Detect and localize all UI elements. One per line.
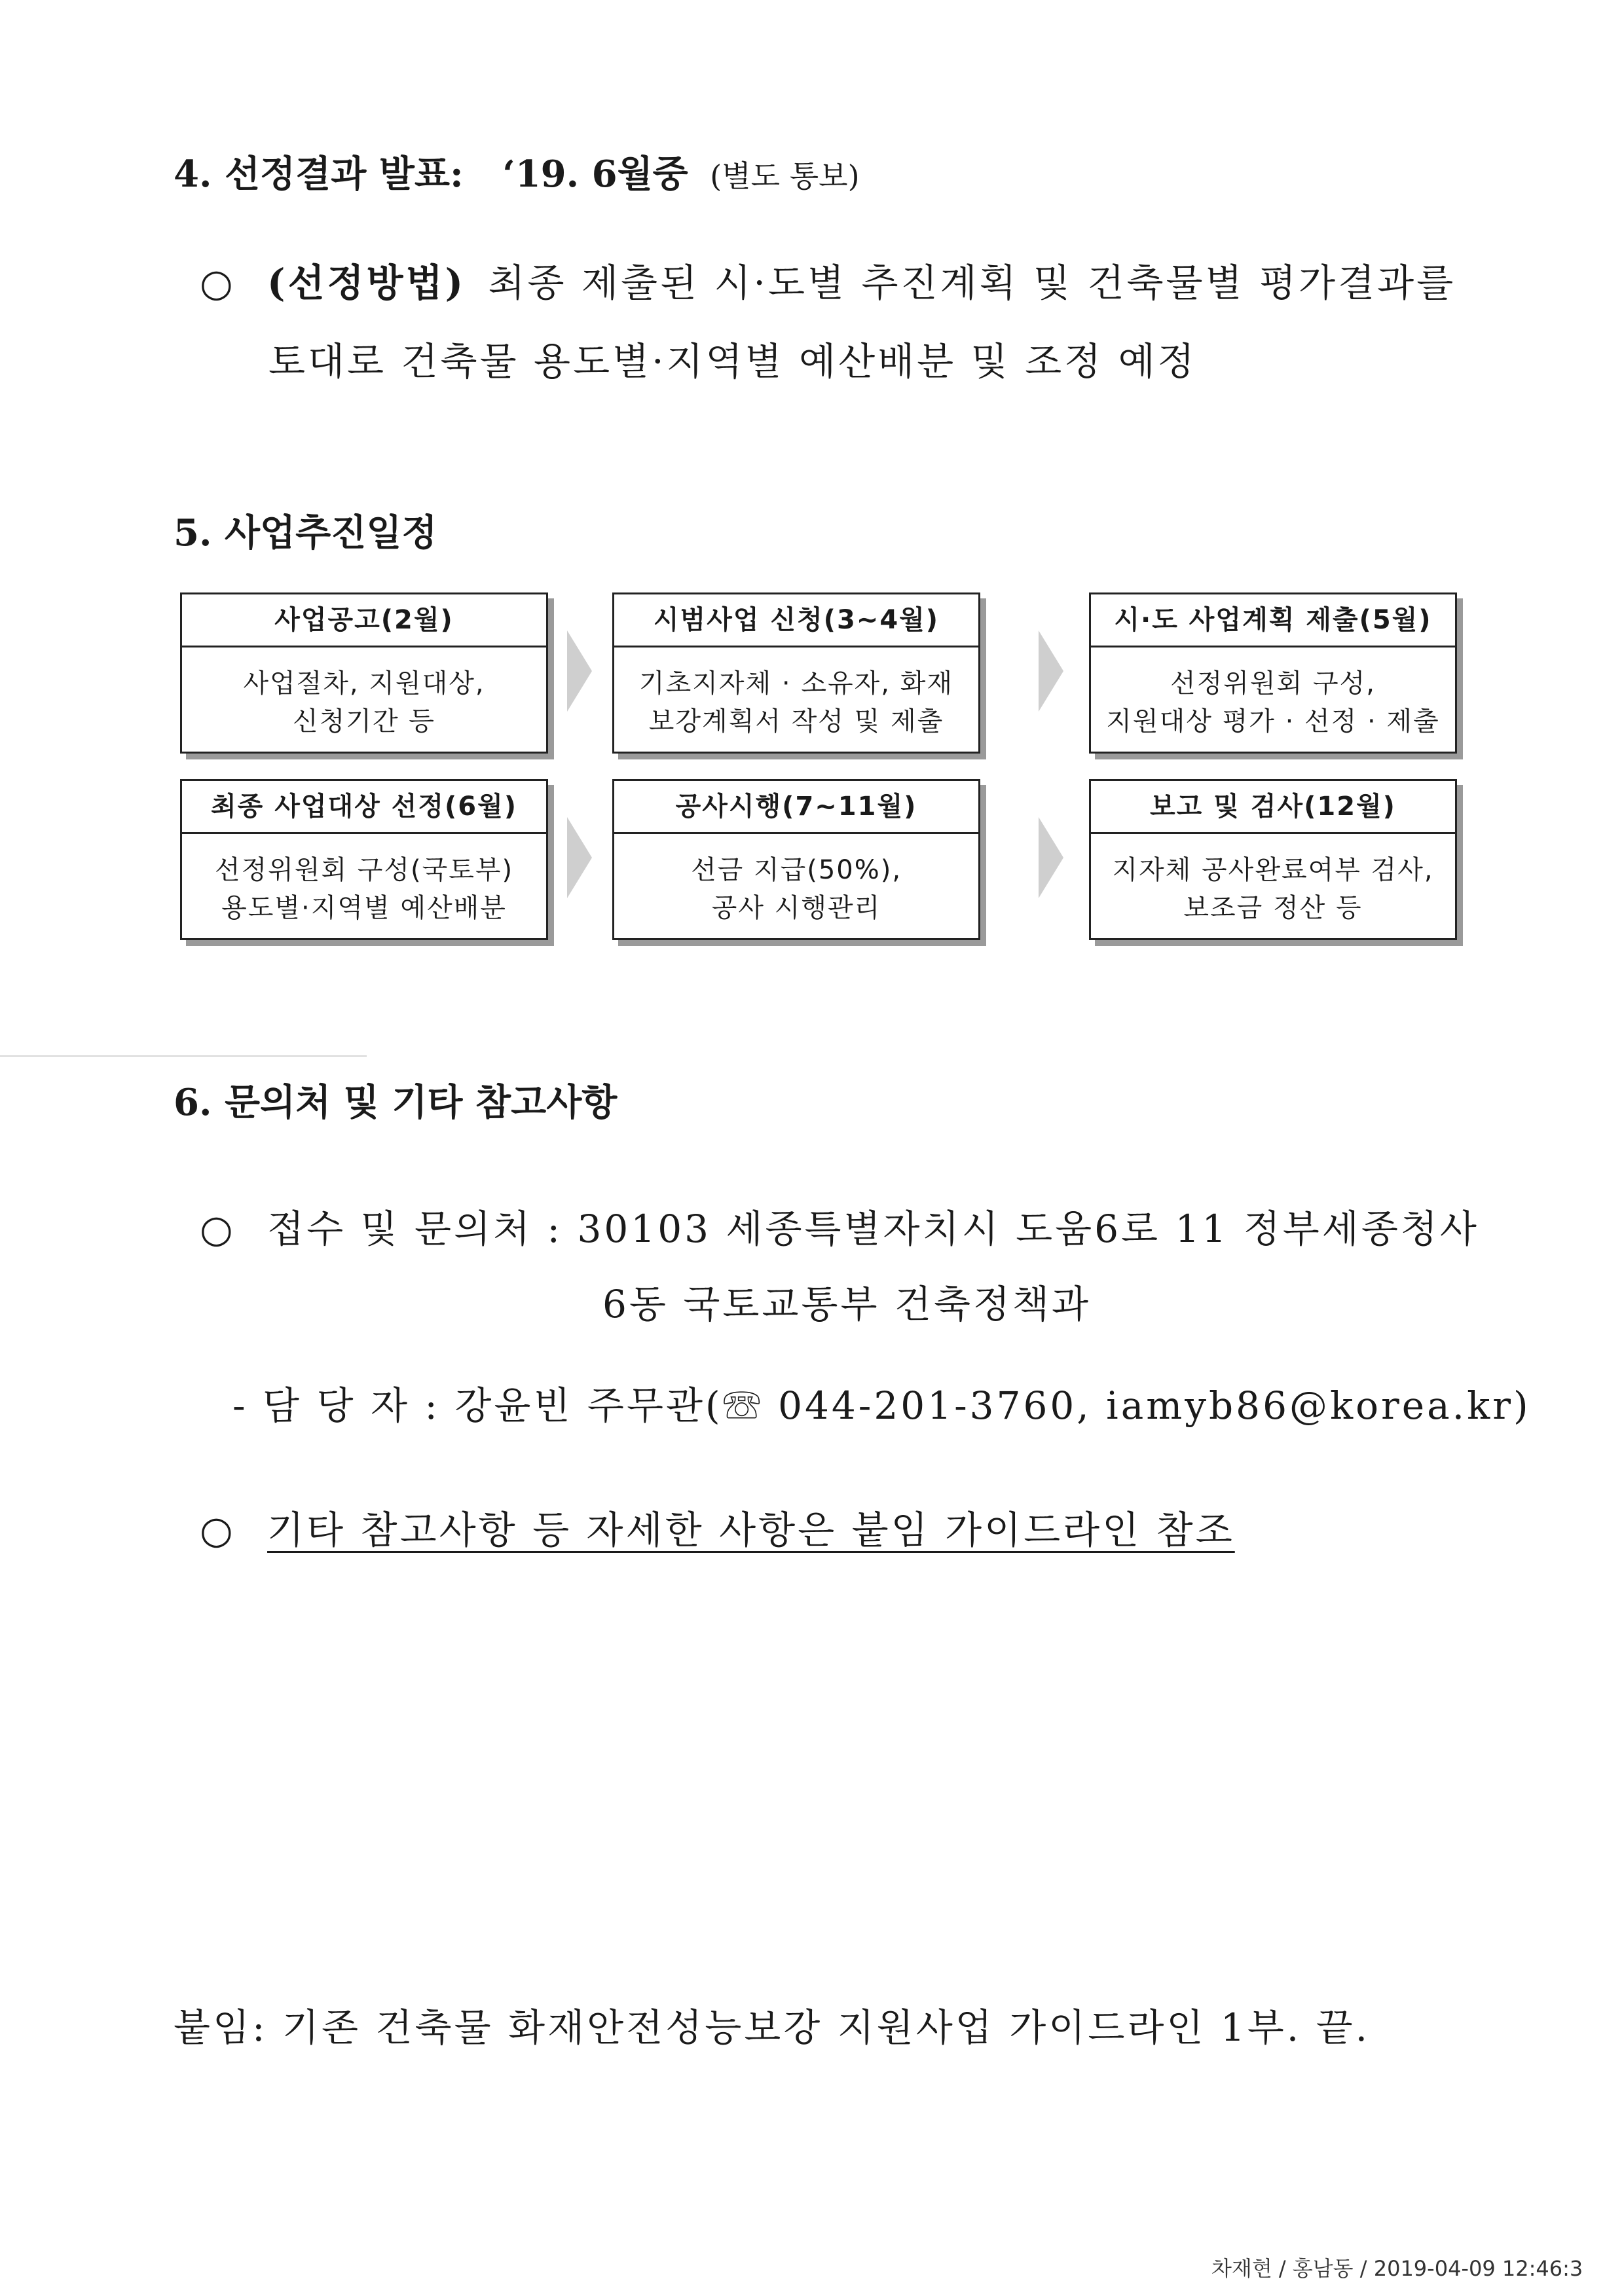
section4-bullet-line1	[200, 252, 1456, 307]
attachment-line: 붙임: 기존 건축물 화재안전성능보강 지원사업 가이드라인 1부. 끝.	[174, 2005, 1371, 2050]
schedule-step-title: 공사시행(7~11월)	[614, 781, 978, 834]
schedule-step-title: 시·도 사업계획 제출(5월)	[1091, 594, 1455, 647]
contact-line1	[200, 1198, 1479, 1253]
footer-stamp: 차재현 / 홍남동 / 2019-04-09 12:46:3	[1211, 2256, 1583, 2281]
section4-bullet-line2: 토대로 건축물 용도별·지역별 예산배분 및 조정 예정	[268, 339, 1197, 384]
schedule-step-2	[612, 592, 980, 754]
schedule-step-desc: 선금 지급(50%),	[690, 855, 902, 885]
schedule-step-desc: 보강계획서 작성 및 제출	[648, 706, 944, 737]
selection-method-label: (선정방법)	[267, 261, 466, 305]
contact-address: 접수 및 문의처 : 30103 세종특별자치시 도움6로 11 정부세종청사	[267, 1207, 1479, 1251]
schedule-step-desc: 신청기간 등	[293, 706, 435, 737]
flow-arrow	[567, 817, 592, 898]
schedule-step-desc: 용도별·지역별 예산배분	[221, 893, 507, 923]
selection-method-text: 최종 제출된 시·도별 추진계획 및 건축물별 평가결과를	[488, 261, 1456, 305]
schedule-step-desc: 보조금 정산 등	[1183, 893, 1363, 923]
flow-arrow	[1039, 630, 1063, 712]
schedule-step-3	[1089, 592, 1457, 754]
section4-note: (별도 통보)	[710, 158, 860, 194]
other-notes	[200, 1499, 1235, 1554]
section6-heading: 6. 문의처 및 기타 참고사항	[174, 1081, 618, 1124]
scan-artifact-line	[0, 1055, 367, 1057]
flow-arrow	[567, 630, 592, 712]
flow-arrow	[1039, 817, 1063, 898]
schedule-step-desc: 사업절차, 지원대상,	[243, 668, 485, 699]
bullet-symbol: ○	[200, 1508, 236, 1552]
contact-line2: 6동 국토교통부 건축정책과	[602, 1282, 1092, 1326]
schedule-step-desc: 지자체 공사완료여부 검사,	[1112, 855, 1434, 885]
bullet-symbol: ○	[200, 1207, 236, 1251]
schedule-step-desc: 기초지자체 · 소유자, 화재	[639, 668, 953, 699]
section5-heading: 5. 사업추진일정	[174, 511, 437, 555]
schedule-step-desc: 지원대상 평가 · 선정 · 제출	[1106, 706, 1440, 737]
schedule-step-desc: 선정위원회 구성,	[1170, 668, 1376, 699]
contact-person: - 담 당 자 : 강윤빈 주무관(☏ 044-201-3760, iamyb86@korea.kr)	[232, 1383, 1531, 1428]
schedule-step-title: 최종 사업대상 선정(6월)	[182, 781, 546, 834]
schedule-step-title: 보고 및 검사(12월)	[1091, 781, 1455, 834]
schedule-step-title: 시범사업 신청(3~4월)	[614, 594, 978, 647]
schedule-step-4	[180, 779, 548, 940]
section4-date: ‘19. 6월중	[502, 153, 688, 196]
schedule-step-1	[180, 592, 548, 754]
bullet-symbol: ○	[200, 261, 236, 305]
schedule-step-desc: 공사 시행관리	[711, 893, 881, 923]
schedule-step-6	[1089, 779, 1457, 940]
section4-heading	[174, 145, 860, 198]
section4-heading-title: 4. 선정결과 발표:	[174, 153, 464, 196]
schedule-step-5	[612, 779, 980, 940]
schedule-step-title: 사업공고(2월)	[182, 594, 546, 647]
schedule-step-desc: 선정위원회 구성(국토부)	[214, 855, 514, 885]
other-notes-text: 기타 참고사항 등 자세한 사항은 붙임 가이드라인 참조	[267, 1508, 1235, 1552]
